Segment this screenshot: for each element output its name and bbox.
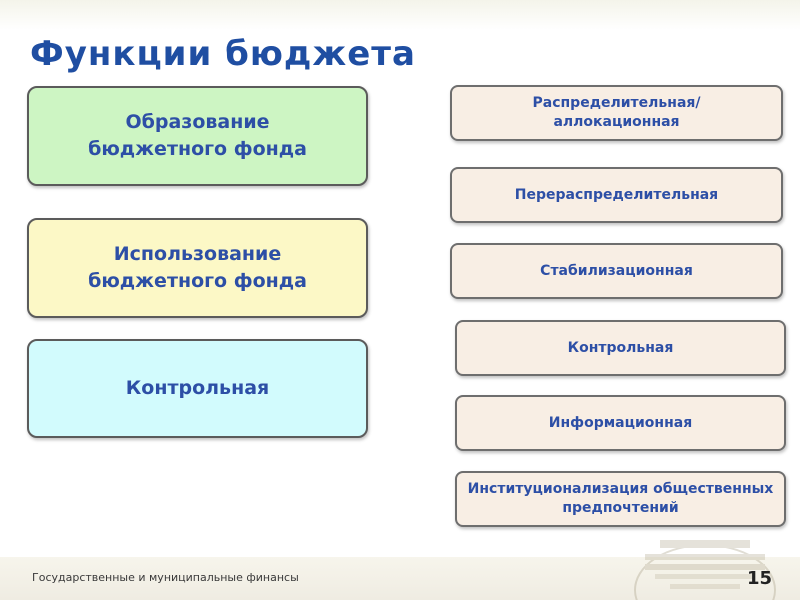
footer-course-name: Государственные и муниципальные финансы	[32, 571, 299, 584]
right-box-control: Контрольная	[455, 320, 786, 376]
right-box-institutionalization: Институционализация общественных предпочтений	[455, 471, 786, 527]
left-box-control: Контрольная	[27, 339, 368, 438]
top-band	[0, 0, 800, 30]
left-box-usage: Использование бюджетного фонда	[27, 218, 368, 318]
page-title: Функции бюджета	[30, 34, 416, 74]
left-box-formation: Образование бюджетного фонда	[27, 86, 368, 186]
university-emblem-watermark	[630, 530, 780, 600]
right-box-stabilization: Стабилизационная	[450, 243, 783, 299]
page-number: 15	[747, 568, 773, 589]
right-box-distribution: Распределительная/ аллокационная	[450, 85, 783, 141]
right-box-redistribution: Перераспределительная	[450, 167, 783, 223]
right-box-information: Информационная	[455, 395, 786, 451]
